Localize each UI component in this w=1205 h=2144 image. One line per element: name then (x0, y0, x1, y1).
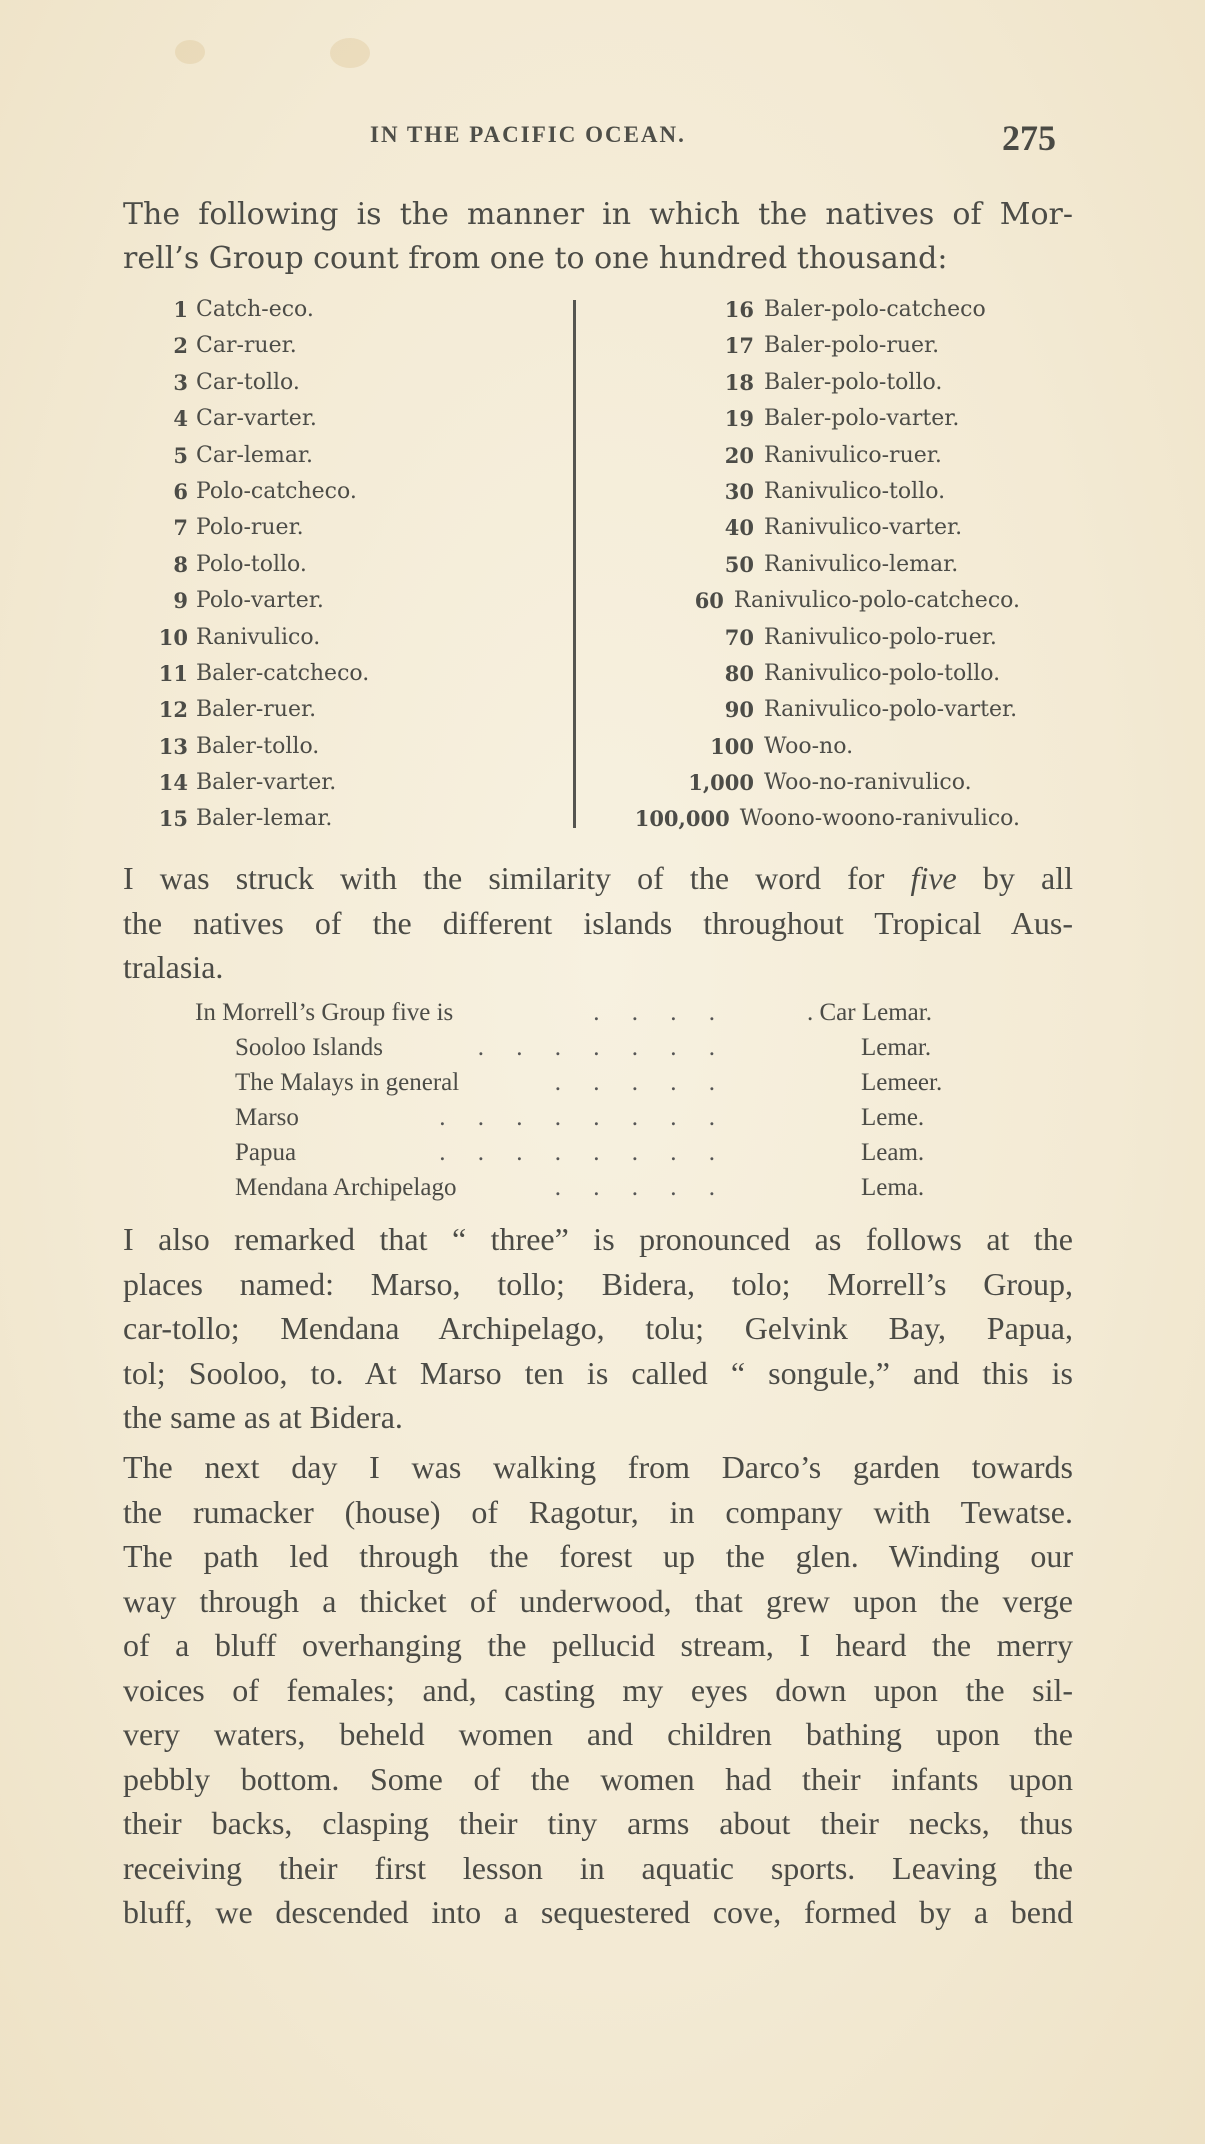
number-value: 30 (724, 478, 754, 504)
word-for-five: Lemeer. (861, 1069, 943, 1096)
native-word: Baler-polo-varter. (764, 406, 960, 432)
number-value: 15 (158, 806, 188, 832)
counting-table-row (150, 328, 570, 364)
text-span: by all (956, 860, 1074, 896)
counting-table-row (570, 438, 1020, 474)
place-name: Papua (235, 1139, 297, 1166)
counting-table-row (570, 620, 1020, 656)
text-line: rell’s Group count from one to one hundred thousand: (123, 241, 948, 276)
native-word: Car-lemar. (196, 442, 314, 468)
counting-table-row (150, 438, 570, 474)
counting-table-row (570, 547, 1020, 583)
italic-word: five (910, 860, 957, 896)
text-line: bluff, we descended into a sequestered cove, formed by a bend (123, 1894, 1073, 1930)
paper-stain (175, 40, 205, 64)
native-word: Baler-polo-ruer. (764, 333, 940, 359)
text-line: their backs, clasping their tiny arms about their necks, thus (123, 1805, 1073, 1841)
number-value: 100,000 (634, 806, 730, 832)
next-day-paragraph (123, 1445, 1073, 1935)
number-value: 4 (173, 406, 188, 432)
counting-table-row (570, 765, 1020, 801)
counting-table-row (150, 729, 570, 765)
leader-dots: . . . . . (554, 1069, 715, 1096)
native-word: Baler-lemar. (196, 806, 333, 832)
native-word: Woono-woono-ranivulico. (739, 806, 1020, 832)
counting-table-row (570, 801, 1020, 837)
text-line: tralasia. (123, 949, 224, 985)
counting-table-row (570, 328, 1020, 364)
leader-dots: . . . . (593, 999, 715, 1026)
text-line: The next day I was walking from Darco’s garden towards (123, 1449, 1073, 1485)
counting-table-row (150, 801, 570, 837)
number-value: 1,000 (688, 770, 754, 796)
native-word: Ranivulico-polo-varter. (764, 697, 1018, 723)
similarity-paragraph (123, 856, 1073, 990)
number-value: 90 (724, 697, 754, 723)
native-word: Woo-no. (764, 733, 854, 759)
native-word: Ranivulico-ruer. (764, 442, 942, 468)
text-line: The path led through the forest up the glen. Winding our (123, 1538, 1073, 1574)
number-value: 7 (173, 515, 188, 541)
number-value: 60 (694, 588, 724, 614)
word-for-five: Lema. (861, 1174, 925, 1201)
counting-table-row (570, 583, 1020, 619)
native-word: Baler-polo-tollo. (764, 369, 943, 395)
five-comparison-table (195, 995, 975, 1205)
five-table-row (195, 995, 975, 1030)
text-line: the natives of the different islands throughout Tropical Aus- (123, 904, 1073, 941)
counting-table-row (150, 692, 570, 728)
counting-table-row (150, 510, 570, 546)
counting-table-row (570, 692, 1020, 728)
text-span: I was struck with the similarity of the word for (123, 860, 911, 896)
number-value: 18 (724, 369, 754, 395)
native-word: Car-ruer. (196, 333, 297, 359)
running-header-title: IN THE PACIFIC OCEAN. (370, 122, 686, 147)
counting-table-row (570, 729, 1020, 765)
native-word: Car-varter. (196, 406, 317, 432)
number-value: 14 (158, 770, 188, 796)
native-word: Polo-varter. (196, 588, 324, 614)
counting-table-row (150, 765, 570, 801)
leader-dots: . . . . . . . . (439, 1104, 715, 1131)
five-table-row (195, 1170, 975, 1205)
number-value: 2 (173, 333, 188, 359)
place-name: In Morrell’s Group five is (195, 999, 454, 1026)
number-value: 19 (724, 406, 754, 432)
number-value: 50 (724, 551, 754, 577)
text-line: the same as at Bidera. (123, 1399, 403, 1435)
text-line: The following is the manner in which the natives of Mor- (123, 197, 1073, 232)
number-value: 12 (158, 697, 188, 723)
counting-table-row (570, 510, 1020, 546)
number-value: 70 (724, 624, 754, 650)
leader-dots: . . . . . . . . (439, 1139, 715, 1166)
text-line: the rumacker (house) of Ragotur, in company with Tewatse. (123, 1493, 1073, 1530)
number-value: 40 (724, 515, 754, 541)
counting-table-row (150, 401, 570, 437)
place-name: Marso (235, 1104, 299, 1131)
number-value: 13 (158, 733, 188, 759)
native-word: Ranivulico-lemar. (764, 551, 959, 577)
five-table-row (195, 1030, 975, 1065)
number-value: 80 (724, 660, 754, 686)
intro-paragraph (123, 193, 1073, 281)
number-value: 16 (724, 297, 754, 322)
number-value: 17 (724, 333, 754, 359)
counting-table-row (570, 365, 1020, 401)
number-value: 6 (173, 478, 188, 504)
number-value: 3 (173, 369, 188, 395)
leader-dots: . . . . . (554, 1174, 715, 1201)
native-word: Ranivulico-varter. (764, 515, 963, 541)
counting-table-row (150, 292, 570, 328)
number-value: 8 (173, 551, 188, 577)
text-line: of a bluff overhanging the pellucid stream, I heard the merry (123, 1627, 1073, 1663)
counting-table-row (150, 620, 570, 656)
native-word: Catch-eco. (196, 297, 314, 322)
counting-table-row (570, 292, 1020, 328)
text-line: tol; Sooloo, to. At Marso ten is called “ songule,” and this is (123, 1354, 1073, 1391)
counting-table-left-column (150, 292, 570, 838)
word-for-five: Lemar. (861, 1034, 932, 1061)
place-name: Mendana Archipelago (235, 1174, 457, 1201)
place-name: The Malays in general (235, 1069, 460, 1096)
counting-table-row (150, 365, 570, 401)
place-name: Sooloo Islands (235, 1034, 383, 1061)
five-table-row (195, 1135, 975, 1170)
counting-table-row (150, 474, 570, 510)
text-line: car-tollo; Mendana Archipelago, tolu; Gelvink Bay, Papua, (123, 1310, 1073, 1346)
text-line (123, 856, 1073, 901)
native-word: Polo-catcheco. (196, 478, 357, 504)
native-word: Woo-no-ranivulico. (764, 770, 972, 796)
text-line: very waters, beheld women and children bathing upon the (123, 1716, 1073, 1752)
text-line: way through a thicket of underwood, that grew upon the verge (123, 1582, 1073, 1619)
text-line: places named: Marso, tollo; Bidera, tolo; Morrell’s Group, (123, 1265, 1073, 1302)
three-paragraph (123, 1217, 1073, 1440)
native-word: Polo-ruer. (196, 515, 304, 541)
native-word: Car-tollo. (196, 369, 300, 395)
text-line: pebbly bottom. Some of the women had their infants upon (123, 1760, 1073, 1797)
native-word: Polo-tollo. (196, 551, 307, 577)
counting-table-row (150, 656, 570, 692)
number-value: 5 (173, 442, 188, 468)
counting-table-right-column (570, 292, 1020, 838)
counting-table-row (150, 583, 570, 619)
native-word: Ranivulico-polo-ruer. (764, 624, 997, 650)
native-word: Baler-catcheco. (196, 660, 370, 686)
native-word: Ranivulico-polo-catcheco. (733, 588, 1020, 614)
native-word: Baler-tollo. (196, 733, 320, 759)
native-word: Ranivulico-tollo. (764, 478, 946, 504)
text-line: I also remarked that “ three” is pronounced as follows at the (123, 1221, 1073, 1257)
counting-table-row (570, 656, 1020, 692)
word-for-five: Leam. (861, 1139, 925, 1166)
paper-stain (330, 38, 370, 68)
native-word: Baler-varter. (196, 770, 337, 796)
text-line: voices of females; and, casting my eyes down upon the sil- (123, 1671, 1073, 1708)
counting-table-row (570, 474, 1020, 510)
text-line: receiving their first lesson in aquatic sports. Leaving the (123, 1849, 1073, 1886)
counting-table-row (150, 547, 570, 583)
native-word: Ranivulico-polo-tollo. (764, 660, 1001, 686)
five-table-row (195, 1065, 975, 1100)
number-value: 20 (724, 442, 754, 468)
native-word: Baler-ruer. (196, 697, 317, 723)
word-for-five: . Car Lemar. (807, 999, 932, 1026)
native-word: Ranivulico. (196, 624, 321, 650)
counting-table-row (570, 401, 1020, 437)
five-table-row (195, 1100, 975, 1135)
leader-dots: . . . . . . . (477, 1034, 715, 1061)
number-value: 100 (710, 733, 754, 759)
number-value: 1 (173, 297, 188, 322)
number-value: 9 (173, 588, 188, 614)
word-for-five: Leme. (861, 1104, 925, 1131)
page-number: 275 (1002, 118, 1056, 158)
number-value: 10 (158, 624, 188, 650)
native-word: Baler-polo-catcheco (764, 297, 986, 322)
number-value: 11 (158, 660, 188, 686)
